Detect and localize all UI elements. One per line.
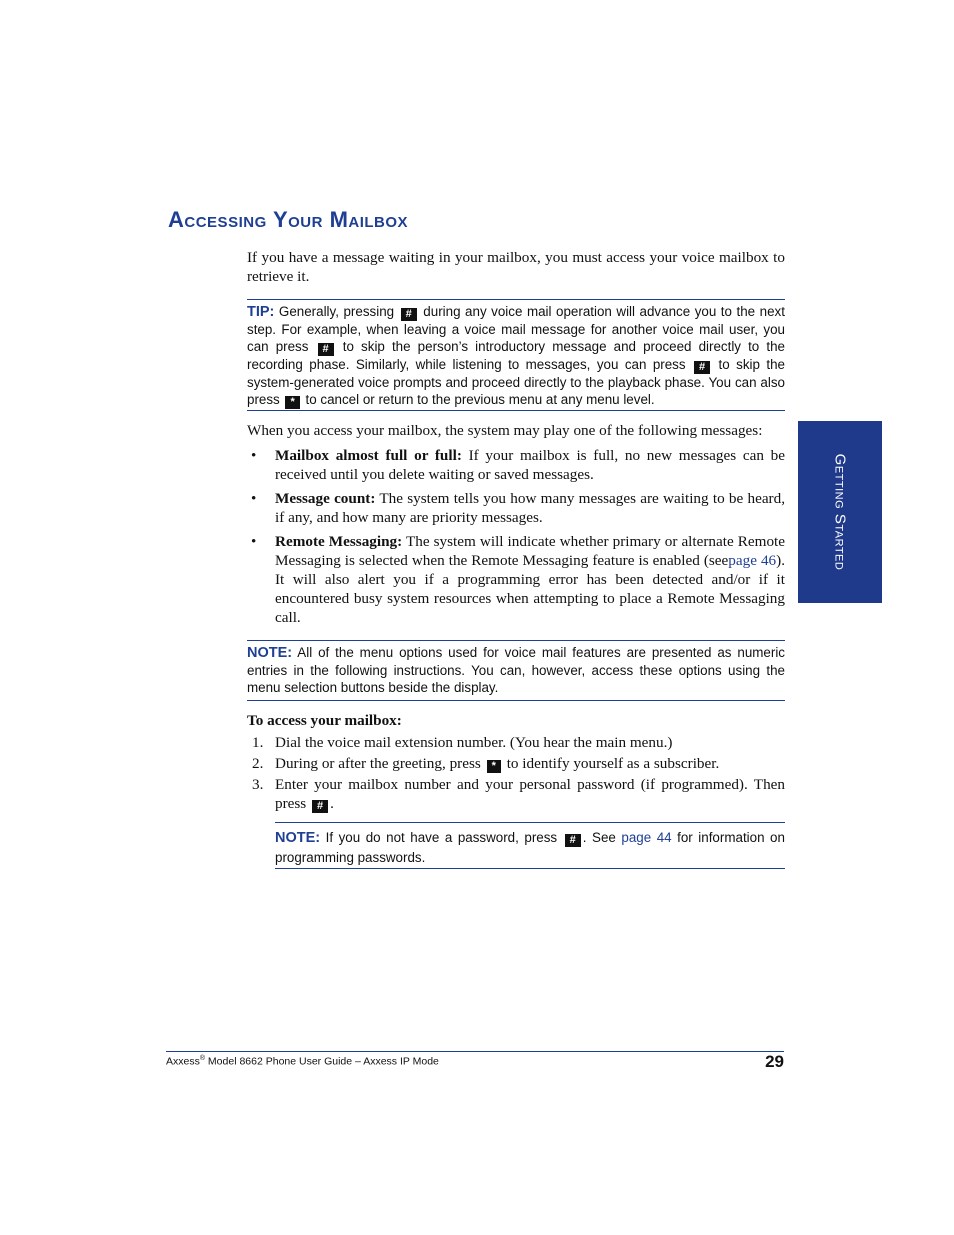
bullet-text: ). It will also alert you if a programming error has been detected and/or if it encountered busy system resources when attempting to place a Remote Messaging call. (275, 552, 786, 626)
procedure-title: To access your mailbox: (247, 712, 402, 729)
note2-top-rule (275, 822, 785, 823)
footer-brand: Axxess (166, 1055, 200, 1068)
hash-key-icon: # (401, 308, 417, 321)
bullet-icon: • (251, 490, 257, 507)
tip-text-2: during any voice mail operation will advance you to the next step. For example, when leaving a voice mail message for another voice mail user, you can press (247, 304, 785, 354)
tip-text-4: to skip the system-generated voice prompts and proceed directly to the playback phase. You can also press (247, 357, 785, 407)
note2-box (275, 828, 785, 867)
page-number: 29 (765, 1052, 784, 1071)
hash-key-icon: # (565, 834, 581, 847)
tip-top-rule (247, 299, 785, 300)
chapter-side-tab (798, 421, 882, 603)
hash-key-icon: # (318, 343, 334, 356)
tip-text-5: to cancel or return to the previous menu at any menu level. (305, 392, 655, 407)
note-label: NOTE: (247, 645, 293, 661)
footer-guide-name: Model 8662 Phone User Guide – Axxess IP Mode (205, 1055, 439, 1068)
list-item (247, 446, 785, 484)
page-title: Accessing Your Mailbox (168, 207, 409, 232)
bullet-term: Message count: (275, 490, 376, 507)
tip-text-1: Generally, pressing (278, 304, 395, 319)
note2-text: If you do not have a password, press (325, 830, 558, 845)
step-text: Enter your mailbox number and your personal password (if programmed). Then press (275, 776, 785, 812)
note2-text: . See (582, 830, 616, 845)
bullet-text: The system will indicate whether primary or alternate Remote Messaging is selected when the Remote Messaging feature is enabled (see (275, 533, 785, 569)
step-item (247, 754, 785, 773)
messages-intro: When you access your mailbox, the system may play one of the following messages: (247, 422, 763, 439)
footer-title (166, 1055, 439, 1068)
message-list (247, 446, 785, 632)
hash-key-icon: # (312, 800, 328, 813)
note-bottom-rule (247, 700, 785, 701)
step-number: 3. (252, 776, 264, 793)
note-top-rule (247, 640, 785, 641)
note2-text: for information on programming passwords. (275, 830, 785, 865)
tip-label: TIP: (247, 304, 275, 320)
hash-key-icon: # (694, 361, 710, 374)
bullet-icon: • (251, 447, 257, 464)
tip-bottom-rule (247, 410, 785, 411)
bullet-text: The system tells you how many messages are waiting to be heard, if any, and how many are priority messages. (275, 490, 786, 526)
list-item (247, 532, 785, 627)
chapter-tab-label: Getting Started (831, 453, 849, 571)
page-46-link[interactable]: page 46 (728, 552, 777, 569)
note2-bottom-rule (275, 868, 785, 869)
registered-mark: ® (199, 1055, 206, 1062)
step-text: to identify yourself as a subscriber. (506, 755, 720, 772)
procedure-steps (247, 733, 785, 815)
bullet-term: Remote Messaging: (275, 533, 403, 550)
star-key-icon: * (285, 396, 299, 409)
note-box (247, 644, 785, 696)
list-item (247, 489, 785, 527)
step-number: 2. (252, 755, 264, 772)
step-number: 1. (252, 734, 264, 751)
tip-box (247, 303, 785, 409)
note-text: All of the menu options used for voice mail features are presented as numeric entries in the following instructions. You can, however, access these options using the menu selection buttons beside the display. (247, 645, 785, 695)
footer-rule (166, 1051, 784, 1052)
tip-text-3: to skip the person’s introductory message and proceed directly to the recording phase. Similarly, while listening to messages, you can press (247, 339, 785, 372)
note2-label: NOTE: (275, 830, 321, 846)
step-item (247, 775, 785, 813)
star-key-icon: * (487, 760, 501, 773)
bullet-text: If your mailbox is full, no new messages can be received until you delete waiting or saved messages. (275, 447, 785, 483)
bullet-term: Mailbox almost full or full: (275, 447, 462, 464)
step-text: Dial the voice mail extension number. (You hear the main menu.) (275, 734, 673, 751)
step-item (247, 733, 785, 752)
bullet-icon: • (251, 533, 257, 550)
intro-paragraph: If you have a message waiting in your mailbox, you must access your voice mailbox to retrieve it. (247, 249, 785, 285)
step-text: . (330, 795, 334, 812)
step-text: During or after the greeting, press (275, 755, 481, 772)
page-44-link[interactable]: page 44 (621, 830, 672, 845)
